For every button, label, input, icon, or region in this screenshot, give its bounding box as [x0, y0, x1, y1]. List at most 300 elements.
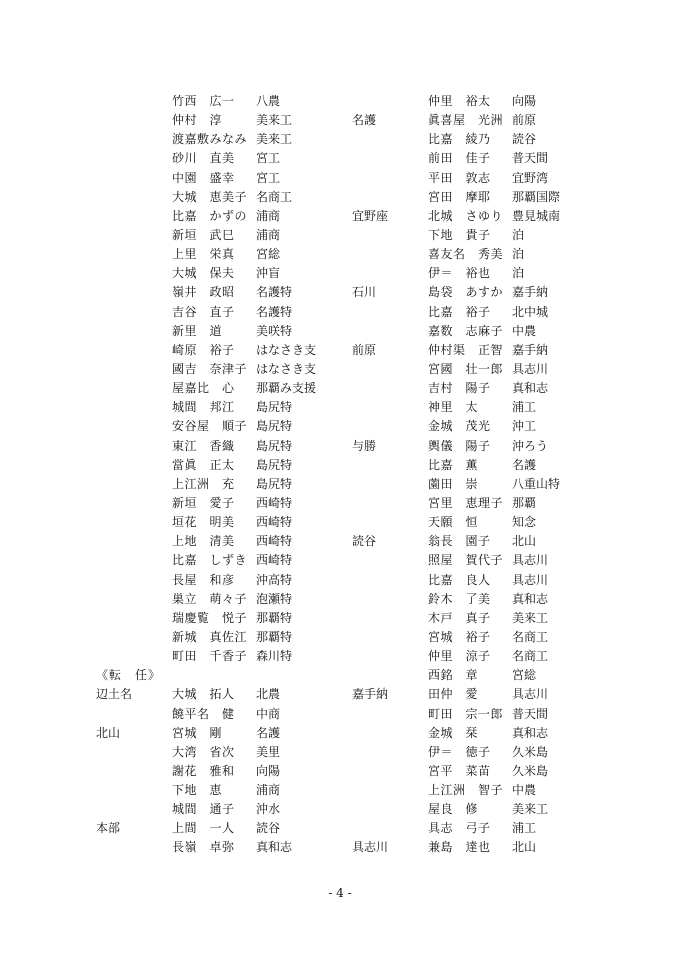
- school-cell: 沖高特: [256, 572, 293, 587]
- section-title: 《転 任》: [96, 668, 162, 683]
- list-item: [352, 724, 602, 743]
- list-item: [96, 169, 346, 188]
- list-item: [352, 705, 602, 724]
- name-cell: 田仲 愛: [428, 687, 479, 702]
- list-item: [96, 475, 346, 494]
- list-item: [96, 705, 346, 724]
- school-cell: 名護特: [256, 304, 293, 319]
- school-cell: 知念: [512, 515, 537, 530]
- list-item: [96, 92, 346, 111]
- school-cell: 中農: [512, 323, 537, 338]
- name-cell: 比嘉 綾乃: [428, 132, 491, 147]
- list-item: [352, 494, 602, 513]
- list-item: [96, 628, 346, 647]
- school-cell: 久米島: [512, 763, 549, 778]
- name-cell: 嘉数 志麻子: [428, 323, 504, 338]
- list-item: [352, 283, 602, 302]
- name-cell: 上江洲 充: [172, 476, 235, 491]
- list-item: [96, 283, 346, 302]
- list-item: [352, 398, 602, 417]
- name-cell: 前田 佳子: [428, 151, 491, 166]
- school-cell: 名商工: [256, 189, 293, 204]
- name-cell: 瑞慶覧 悦子: [172, 610, 248, 625]
- school-cell: 西崎特: [256, 515, 293, 530]
- list-item: [96, 188, 346, 207]
- school-cell: 西崎特: [256, 553, 293, 568]
- school-cell: 読谷: [256, 821, 281, 836]
- school-cell: 普天間: [512, 706, 549, 721]
- area-cell: [352, 762, 428, 781]
- school-cell: 真和志: [512, 381, 549, 396]
- name-cell: 新垣 武巳: [172, 227, 235, 242]
- school-cell: 北中城: [512, 304, 549, 319]
- name-cell: 北城 さゆり: [428, 208, 504, 223]
- school-cell: 向陽: [512, 94, 537, 108]
- left-column: [96, 92, 346, 858]
- name-cell: 下地 貴子: [428, 227, 491, 242]
- school-cell: 久米島: [512, 744, 549, 759]
- area-cell: [96, 571, 172, 590]
- name-cell: 吉谷 直子: [172, 304, 235, 319]
- area-cell: [96, 590, 172, 609]
- school-cell: 島尻特: [256, 457, 293, 472]
- list-item: [96, 800, 346, 819]
- area-cell: [352, 149, 428, 168]
- area-cell: [96, 92, 172, 111]
- list-item: [96, 819, 346, 838]
- name-cell: 比嘉 かずの: [172, 208, 248, 223]
- area-cell: [352, 188, 428, 207]
- area-cell: 与勝: [352, 438, 377, 453]
- list-item: [352, 666, 602, 685]
- school-cell: 具志川: [512, 687, 549, 702]
- area-cell: 読谷: [352, 534, 377, 549]
- school-cell: 宮総: [256, 247, 281, 262]
- list-item: [352, 322, 602, 341]
- name-cell: 大城 恵美子: [172, 189, 248, 204]
- name-cell: 城間 邦江: [172, 400, 235, 415]
- school-cell: 具志川: [512, 361, 549, 376]
- name-cell: 喜友名 秀美: [428, 247, 504, 262]
- area-cell: [352, 705, 428, 724]
- name-cell: 竹西 広一: [172, 94, 235, 108]
- name-cell: 饒平名 健: [172, 706, 235, 721]
- name-cell: 東江 香織: [172, 438, 235, 453]
- school-cell: 美里: [256, 744, 281, 759]
- school-cell: 美来工: [512, 802, 549, 817]
- area-cell: 名護: [352, 113, 377, 128]
- name-cell: 西銘 章: [428, 668, 479, 683]
- list-item: [96, 341, 346, 360]
- list-item: [96, 398, 346, 417]
- school-cell: 泡瀬特: [256, 591, 293, 606]
- list-item: [352, 379, 602, 398]
- area-cell: [96, 437, 172, 456]
- area-cell: 北山: [96, 725, 121, 740]
- name-cell: 長屋 和彦: [172, 572, 235, 587]
- area-cell: [96, 551, 172, 570]
- list-item: [352, 685, 602, 704]
- list-item: [96, 322, 346, 341]
- list-item: [96, 207, 346, 226]
- list-item: [352, 647, 602, 666]
- school-cell: 島尻特: [256, 419, 293, 434]
- school-cell: 沖水: [256, 802, 281, 817]
- name-cell: 比嘉 良人: [428, 572, 491, 587]
- name-cell: 崎原 裕子: [172, 342, 235, 357]
- list-item: [96, 494, 346, 513]
- list-item: [96, 781, 346, 800]
- list-item: [352, 360, 602, 379]
- area-cell: [96, 762, 172, 781]
- list-item: [352, 838, 602, 857]
- school-cell: 中商: [256, 706, 281, 721]
- list-item: [96, 130, 346, 149]
- name-cell: 眞喜屋 光洲: [428, 113, 504, 128]
- school-cell: 泊: [512, 247, 525, 262]
- school-cell: 那覇み支援: [256, 381, 317, 396]
- name-cell: 國吉 奈津子: [172, 361, 248, 376]
- area-cell: [96, 647, 172, 666]
- name-cell: 安谷屋 順子: [172, 419, 248, 434]
- school-cell: 泊: [512, 266, 525, 281]
- area-cell: [96, 800, 172, 819]
- area-cell: [96, 207, 172, 226]
- area-cell: [352, 322, 428, 341]
- list-item: [352, 245, 602, 264]
- list-item: [352, 590, 602, 609]
- school-cell: 向陽: [256, 763, 281, 778]
- list-item: [96, 226, 346, 245]
- school-cell: 前原: [512, 113, 537, 128]
- list-item: [352, 226, 602, 245]
- name-cell: 宮田 摩耶: [428, 189, 491, 204]
- area-cell: [352, 628, 428, 647]
- area-cell: [96, 705, 172, 724]
- name-cell: 屋良 修: [428, 802, 479, 817]
- school-cell: 宜野湾: [512, 170, 549, 185]
- school-cell: 名護: [512, 457, 537, 472]
- area-cell: 石川: [352, 285, 377, 300]
- area-cell: [96, 245, 172, 264]
- school-cell: はなさき支: [256, 342, 317, 357]
- name-cell: 天願 恒: [428, 515, 479, 530]
- name-cell: 金城 茂光: [428, 419, 491, 434]
- list-item: [352, 571, 602, 590]
- area-cell: [96, 628, 172, 647]
- list-item: [96, 551, 346, 570]
- school-cell: 名商工: [512, 649, 549, 664]
- list-item: [352, 303, 602, 322]
- school-cell: 北山: [512, 534, 537, 549]
- name-cell: 新城 真佐江: [172, 629, 248, 644]
- name-cell: 宮城 剛: [172, 725, 223, 740]
- name-cell: 新里 道: [172, 323, 223, 338]
- name-cell: 比嘉 しずき: [172, 553, 248, 568]
- area-cell: [96, 188, 172, 207]
- school-cell: 真和志: [512, 725, 549, 740]
- name-cell: 屋嘉比 心: [172, 381, 235, 396]
- list-item: [96, 437, 346, 456]
- area-cell: [96, 360, 172, 379]
- area-cell: [352, 647, 428, 666]
- area-cell: [352, 379, 428, 398]
- name-cell: 木戸 真子: [428, 610, 491, 625]
- list-item: [352, 188, 602, 207]
- school-cell: 浦工: [512, 821, 537, 836]
- name-cell: 中園 盛幸: [172, 170, 235, 185]
- area-cell: 前原: [352, 342, 377, 357]
- area-cell: [352, 800, 428, 819]
- name-cell: 城間 通子: [172, 802, 235, 817]
- area-cell: [352, 609, 428, 628]
- school-cell: 嘉手納: [512, 342, 549, 357]
- area-cell: [352, 475, 428, 494]
- list-item: [352, 781, 602, 800]
- list-item: [352, 149, 602, 168]
- area-cell: [352, 494, 428, 513]
- area-cell: [96, 475, 172, 494]
- left-list: [96, 92, 346, 666]
- school-cell: 那覇特: [256, 629, 293, 644]
- list-item: [96, 762, 346, 781]
- area-cell: 宜野座: [352, 208, 389, 223]
- name-cell: 比嘉 裕子: [428, 304, 491, 319]
- name-cell: 大城 拓人: [172, 687, 235, 702]
- list-item: [352, 819, 602, 838]
- list-item: [352, 609, 602, 628]
- list-item: [96, 417, 346, 436]
- area-cell: [352, 303, 428, 322]
- name-cell: 町田 宗一郎: [428, 706, 504, 721]
- area-cell: 辺土名: [96, 687, 133, 702]
- school-cell: 名護特: [256, 285, 293, 300]
- list-item: [352, 130, 602, 149]
- area-cell: [352, 819, 428, 838]
- school-cell: 美来工: [256, 113, 293, 128]
- name-cell: 町田 千香子: [172, 649, 248, 664]
- name-cell: 金城 栞: [428, 725, 479, 740]
- name-cell: 吉村 陽子: [428, 381, 491, 396]
- list-item: [96, 647, 346, 666]
- name-cell: 謝花 雅和: [172, 763, 235, 778]
- name-cell: 當眞 正太: [172, 457, 235, 472]
- area-cell: [352, 724, 428, 743]
- area-cell: [96, 130, 172, 149]
- name-cell: 照屋 賀代子: [428, 553, 504, 568]
- name-cell: 伊＝ 徳子: [428, 744, 491, 759]
- list-item: [96, 609, 346, 628]
- list-item: [96, 590, 346, 609]
- name-cell: 砂川 直美: [172, 151, 235, 166]
- list-item: [352, 417, 602, 436]
- school-cell: 島尻特: [256, 438, 293, 453]
- area-cell: [352, 571, 428, 590]
- area-cell: [96, 513, 172, 532]
- list-item: [352, 207, 602, 226]
- list-item: [96, 149, 346, 168]
- school-cell: 美来工: [512, 610, 549, 625]
- school-cell: 美来工: [256, 132, 293, 147]
- area-cell: [352, 551, 428, 570]
- school-cell: 那覇特: [256, 610, 293, 625]
- area-cell: [96, 169, 172, 188]
- list-item: [352, 92, 602, 111]
- area-cell: [352, 92, 428, 111]
- name-cell: 仲村 淳: [172, 113, 223, 128]
- name-cell: 鈴木 了美: [428, 591, 491, 606]
- school-cell: 読谷: [512, 132, 537, 147]
- area-cell: [352, 590, 428, 609]
- list-item: [96, 303, 346, 322]
- school-cell: 浦商: [256, 783, 281, 798]
- name-cell: 嶺井 政昭: [172, 285, 235, 300]
- name-cell: 薗田 崇: [428, 476, 479, 491]
- list-item: [352, 800, 602, 819]
- area-cell: [352, 130, 428, 149]
- area-cell: [352, 666, 428, 685]
- name-cell: 平田 敦志: [428, 170, 491, 185]
- area-cell: [96, 532, 172, 551]
- school-cell: 真和志: [256, 840, 293, 855]
- name-cell: 大城 保夫: [172, 266, 235, 281]
- list-item: [352, 341, 602, 360]
- name-cell: 下地 恵: [172, 783, 223, 798]
- area-cell: [352, 398, 428, 417]
- area-cell: [96, 398, 172, 417]
- right-list: [352, 92, 602, 858]
- name-cell: 大湾 省次: [172, 744, 235, 759]
- school-cell: 西崎特: [256, 495, 293, 510]
- school-cell: 宮工: [256, 170, 281, 185]
- list-item: [352, 532, 602, 551]
- area-cell: 本部: [96, 821, 121, 836]
- area-cell: [352, 781, 428, 800]
- school-cell: 浦工: [512, 400, 537, 415]
- school-cell: 沖盲: [256, 266, 281, 281]
- name-cell: 兼島 達也: [428, 840, 491, 855]
- list-item: [352, 475, 602, 494]
- school-cell: 中農: [512, 783, 537, 798]
- school-cell: 那覇国際: [512, 189, 561, 204]
- list-item: [96, 111, 346, 130]
- name-cell: 垣花 明美: [172, 515, 235, 530]
- area-cell: 具志川: [352, 840, 389, 855]
- name-cell: 神里 太: [428, 400, 479, 415]
- area-cell: [96, 322, 172, 341]
- list-item: [96, 379, 346, 398]
- area-cell: [96, 838, 172, 857]
- list-item: [96, 838, 346, 857]
- list-item: [96, 724, 346, 743]
- area-cell: [352, 743, 428, 762]
- area-cell: [352, 456, 428, 475]
- list-item: [96, 532, 346, 551]
- school-cell: 沖工: [512, 419, 537, 434]
- school-cell: 真和志: [512, 591, 549, 606]
- list-item: [352, 513, 602, 532]
- school-cell: 泊: [512, 227, 525, 242]
- school-cell: 八農: [256, 94, 281, 108]
- area-cell: [96, 149, 172, 168]
- name-cell: 渡嘉敷みなみ: [172, 132, 248, 147]
- school-cell: 宮総: [512, 668, 537, 683]
- area-cell: [96, 494, 172, 513]
- area-cell: [96, 283, 172, 302]
- right-column: [352, 92, 602, 858]
- name-cell: 新垣 愛子: [172, 495, 235, 510]
- school-cell: 普天間: [512, 151, 549, 166]
- list-item: [96, 360, 346, 379]
- section-header-row: [96, 666, 346, 685]
- name-cell: 長嶺 卓弥: [172, 840, 235, 855]
- area-cell: [352, 245, 428, 264]
- school-cell: 北山: [512, 840, 537, 855]
- area-cell: [96, 303, 172, 322]
- page-number: - 4 -: [328, 886, 352, 900]
- area-cell: 嘉手納: [352, 687, 389, 702]
- name-cell: 仲里 裕太: [428, 94, 491, 108]
- school-cell: 浦商: [256, 227, 281, 242]
- school-cell: 名護: [256, 725, 281, 740]
- list-item: [352, 264, 602, 283]
- area-cell: [352, 360, 428, 379]
- school-cell: 西崎特: [256, 534, 293, 549]
- school-cell: 島尻特: [256, 476, 293, 491]
- list-item: [352, 456, 602, 475]
- name-cell: 宮平 菜苗: [428, 763, 491, 778]
- list-item: [352, 628, 602, 647]
- school-cell: 沖ろう: [512, 438, 549, 453]
- name-cell: 宮國 壮一郎: [428, 361, 504, 376]
- area-cell: [96, 417, 172, 436]
- list-item: [352, 743, 602, 762]
- area-cell: [352, 226, 428, 245]
- name-cell: 伊＝ 裕也: [428, 266, 491, 281]
- school-cell: 嘉手納: [512, 285, 549, 300]
- school-cell: 八重山特: [512, 476, 561, 491]
- name-cell: 具志 弓子: [428, 821, 491, 836]
- school-cell: 北農: [256, 687, 281, 702]
- list-item: [352, 437, 602, 456]
- area-cell: [96, 781, 172, 800]
- name-cell: 上間 一人: [172, 821, 235, 836]
- name-cell: 翁長 園子: [428, 534, 491, 549]
- name-cell: 比嘉 薫: [428, 457, 479, 472]
- left-list-transfers: [96, 685, 346, 857]
- school-cell: 那覇: [512, 495, 537, 510]
- area-cell: [96, 456, 172, 475]
- name-cell: 島袋 あすか: [428, 285, 504, 300]
- area-cell: [96, 226, 172, 245]
- school-cell: 名商工: [512, 629, 549, 644]
- area-cell: [96, 743, 172, 762]
- school-cell: 島尻特: [256, 400, 293, 415]
- list-item: [352, 169, 602, 188]
- name-cell: 上江洲 智子: [428, 783, 504, 798]
- list-item: [352, 111, 602, 130]
- school-cell: 豊見城南: [512, 208, 561, 223]
- school-cell: 森川特: [256, 649, 293, 664]
- name-cell: 巣立 萌々子: [172, 591, 248, 606]
- school-cell: 具志川: [512, 553, 549, 568]
- school-cell: 浦商: [256, 208, 281, 223]
- area-cell: [352, 264, 428, 283]
- name-cell: 上地 清美: [172, 534, 235, 549]
- school-cell: 美咲特: [256, 323, 293, 338]
- list-item: [96, 456, 346, 475]
- name-cell: 宮城 裕子: [428, 629, 491, 644]
